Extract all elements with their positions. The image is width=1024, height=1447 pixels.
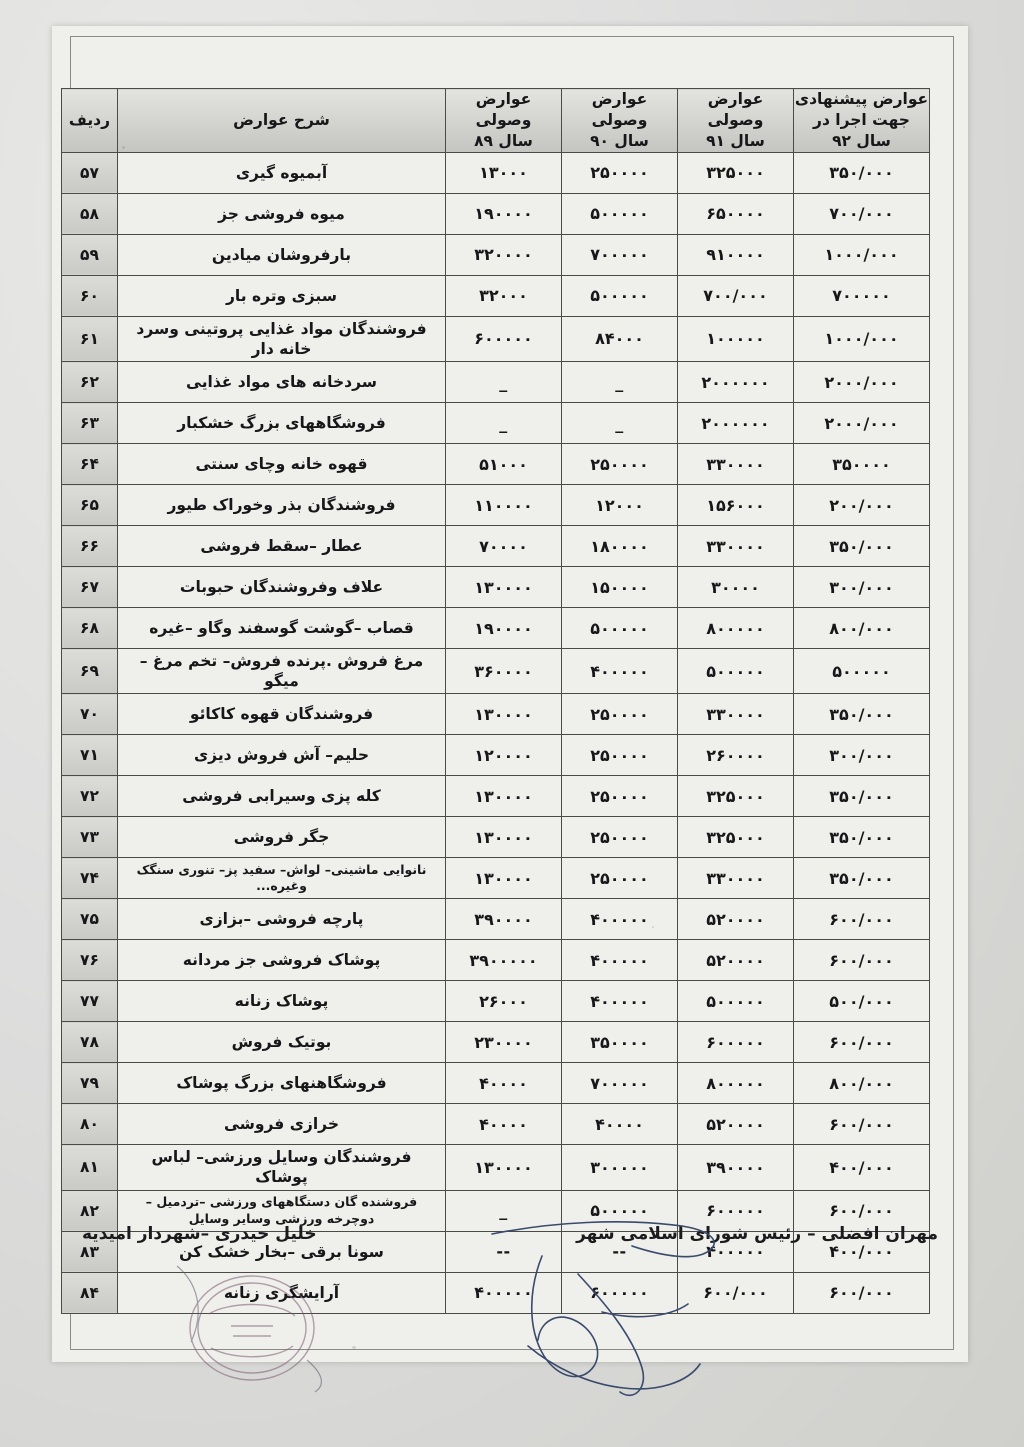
cell-fee-year90: ۲۵۰۰۰۰: [562, 444, 678, 485]
cell-fee-year91: ۵۰۰۰۰۰: [678, 981, 794, 1022]
header-line-1: عوارض وصولی: [475, 90, 532, 129]
cell-description: سردخانه های مواد غذایی: [118, 362, 446, 403]
column-header-year89: [446, 89, 562, 153]
cell-row-number: ۷۹: [62, 1063, 118, 1104]
table-row: [62, 1022, 930, 1063]
cell-fee-year91: ۶۰۰۰۰۰: [678, 1022, 794, 1063]
table-row: [62, 817, 930, 858]
cell-proposed-fee: ۳۵۰/۰۰۰: [794, 817, 930, 858]
cell-row-number: ۷۴: [62, 858, 118, 899]
cell-proposed-fee: ۲۰۰۰/۰۰۰: [794, 362, 930, 403]
cell-fee-year90: ۱۸۰۰۰۰: [562, 526, 678, 567]
cell-proposed-fee: ۳۵۰۰۰۰: [794, 444, 930, 485]
cell-description: آبمیوه گیری: [118, 152, 446, 193]
cell-proposed-fee: ۳۰۰/۰۰۰: [794, 567, 930, 608]
cell-row-number: ۸۱: [62, 1145, 118, 1190]
cell-fee-year89: ۱۲۰۰۰۰: [446, 735, 562, 776]
column-header-proposed: [794, 89, 930, 153]
cell-fee-year91: ۵۲۰۰۰۰: [678, 1104, 794, 1145]
cell-fee-year90: _: [562, 403, 678, 444]
cell-proposed-fee: ۳۵۰/۰۰۰: [794, 858, 930, 899]
cell-row-number: ۶۲: [62, 362, 118, 403]
cell-proposed-fee: ۴۰۰/۰۰۰: [794, 1145, 930, 1190]
cell-row-number: ۵۷: [62, 152, 118, 193]
cell-fee-year90: ۸۴۰۰۰: [562, 316, 678, 361]
table-row: [62, 567, 930, 608]
cell-proposed-fee: ۷۰۰۰۰۰: [794, 275, 930, 316]
table-body: [62, 152, 930, 1313]
header-row: [62, 89, 930, 153]
column-header-description: [118, 89, 446, 153]
cell-fee-year90: ۱۵۰۰۰۰: [562, 567, 678, 608]
cell-description: فروشندگان وسایل ورزشی– لباس پوشاک: [118, 1145, 446, 1190]
cell-description: آرایشگری زنانه: [118, 1272, 446, 1313]
header-line-1: شرح عوارض: [233, 110, 330, 129]
cell-row-number: ۶۴: [62, 444, 118, 485]
cell-fee-year89: ۳۹۰۰۰۰۰: [446, 940, 562, 981]
cell-fee-year90: ۵۰۰۰۰۰: [562, 275, 678, 316]
cell-fee-year89: ۱۱۰۰۰۰: [446, 485, 562, 526]
cell-fee-year91: ۸۰۰۰۰۰: [678, 1063, 794, 1104]
cell-fee-year90: ۱۲۰۰۰: [562, 485, 678, 526]
cell-fee-year91: ۳۲۵۰۰۰: [678, 152, 794, 193]
cell-fee-year90: ۲۵۰۰۰۰: [562, 858, 678, 899]
cell-description: فروشندگان بذر وخوراک طیور: [118, 485, 446, 526]
cell-fee-year90: ۶۰۰۰۰۰: [562, 1272, 678, 1313]
header-line-2: جهت اجرا در سال ۹۲: [813, 110, 910, 150]
paper-sheet: [52, 26, 968, 1362]
signature-mayor: خلیل حیدری –شهردار امیدیه: [82, 1224, 317, 1244]
cell-fee-year91: ۳۲۵۰۰۰: [678, 776, 794, 817]
cell-fee-year89: _: [446, 1190, 562, 1231]
cell-fee-year89: ۵۱۰۰۰: [446, 444, 562, 485]
cell-proposed-fee: ۱۰۰۰/۰۰۰: [794, 234, 930, 275]
cell-fee-year91: ۴۰۰۰۰۰: [678, 1231, 794, 1272]
cell-fee-year89: ۷۰۰۰۰: [446, 526, 562, 567]
cell-description: فروشگاههای بزرگ خشکبار: [118, 403, 446, 444]
cell-row-number: ۷۱: [62, 735, 118, 776]
cell-row-number: ۶۶: [62, 526, 118, 567]
cell-fee-year91: ۶۰۰۰۰۰: [678, 1190, 794, 1231]
cell-row-number: ۷۶: [62, 940, 118, 981]
cell-fee-year89: ۴۰۰۰۰: [446, 1063, 562, 1104]
cell-fee-year89: ۲۶۰۰۰: [446, 981, 562, 1022]
cell-fee-year91: ۸۰۰۰۰۰: [678, 608, 794, 649]
cell-fee-year89: ۱۹۰۰۰۰: [446, 193, 562, 234]
cell-fee-year90: ۲۵۰۰۰۰: [562, 817, 678, 858]
table-row: [62, 1104, 930, 1145]
cell-fee-year89: ۳۶۰۰۰۰: [446, 649, 562, 694]
cell-proposed-fee: ۵۰۰/۰۰۰: [794, 981, 930, 1022]
cell-row-number: ۸۲: [62, 1190, 118, 1231]
cell-fee-year89: ۱۳۰۰۰۰: [446, 567, 562, 608]
cell-fee-year90: ۳۵۰۰۰۰: [562, 1022, 678, 1063]
table-row: [62, 193, 930, 234]
cell-fee-year90: ۷۰۰۰۰۰: [562, 234, 678, 275]
cell-description: حلیم– آش فروش دیزی: [118, 735, 446, 776]
cell-description: پوشاک زنانه: [118, 981, 446, 1022]
cell-description: سونا برقی –بخار خشک کن: [118, 1231, 446, 1272]
cell-fee-year91: ۳۳۰۰۰۰: [678, 858, 794, 899]
cell-fee-year89: ۴۰۰۰۰۰: [446, 1272, 562, 1313]
cell-proposed-fee: ۱۰۰۰/۰۰۰: [794, 316, 930, 361]
table-row: [62, 735, 930, 776]
cell-fee-year91: ۷۰۰/۰۰۰: [678, 275, 794, 316]
cell-fee-year89: ۶۰۰۰۰۰: [446, 316, 562, 361]
cell-description: علاف وفروشندگان حبوبات: [118, 567, 446, 608]
cell-fee-year90: ۵۰۰۰۰۰: [562, 193, 678, 234]
cell-fee-year91: ۲۰۰۰۰۰۰: [678, 403, 794, 444]
cell-proposed-fee: ۳۵۰/۰۰۰: [794, 526, 930, 567]
cell-description: قصاب –گوشت گوسفند وگاو –غیره: [118, 608, 446, 649]
table-header: [62, 89, 930, 153]
table-row: [62, 1063, 930, 1104]
cell-proposed-fee: ۳۵۰/۰۰۰: [794, 152, 930, 193]
cell-proposed-fee: ۸۰۰/۰۰۰: [794, 608, 930, 649]
table-row: [62, 1272, 930, 1313]
cell-fee-year91: ۲۰۰۰۰۰۰: [678, 362, 794, 403]
cell-description: سبزی وتره بار: [118, 275, 446, 316]
header-line-1: عوارض وصولی: [591, 90, 648, 129]
cell-row-number: ۷۵: [62, 899, 118, 940]
signature-council-chair: مهران افضلی – رئیس شورای اسلامی شهر: [576, 1224, 938, 1244]
cell-fee-year89: _: [446, 403, 562, 444]
cell-fee-year89: ۴۰۰۰۰: [446, 1104, 562, 1145]
cell-proposed-fee: ۶۰۰/۰۰۰: [794, 940, 930, 981]
cell-row-number: ۶۷: [62, 567, 118, 608]
cell-row-number: ۷۷: [62, 981, 118, 1022]
cell-fee-year91: ۶۵۰۰۰۰: [678, 193, 794, 234]
cell-fee-year89: ۳۲۰۰۰۰: [446, 234, 562, 275]
cell-fee-year89: ۱۳۰۰۰۰: [446, 776, 562, 817]
table-row: [62, 649, 930, 694]
cell-row-number: ۷۸: [62, 1022, 118, 1063]
cell-description: قهوه خانه وچای سنتی: [118, 444, 446, 485]
cell-fee-year89: _: [446, 362, 562, 403]
cell-proposed-fee: ۲۰۰۰/۰۰۰: [794, 403, 930, 444]
header-line-1: ردیف: [68, 110, 111, 129]
header-line-1: عوارض وصولی: [707, 90, 764, 129]
cell-row-number: ۸۰: [62, 1104, 118, 1145]
cell-fee-year90: _: [562, 362, 678, 403]
column-header-year90: [562, 89, 678, 153]
cell-fee-year91: ۱۵۶۰۰۰: [678, 485, 794, 526]
cell-fee-year91: ۱۰۰۰۰۰: [678, 316, 794, 361]
cell-row-number: ۶۸: [62, 608, 118, 649]
cell-row-number: ۶۵: [62, 485, 118, 526]
cell-fee-year91: ۵۲۰۰۰۰: [678, 899, 794, 940]
cell-description: فروشندگان مواد غذایی پروتینی وسرد خانه دار: [118, 316, 446, 361]
cell-proposed-fee: ۳۵۰/۰۰۰: [794, 694, 930, 735]
cell-fee-year91: ۳۲۵۰۰۰: [678, 817, 794, 858]
cell-proposed-fee: ۳۵۰/۰۰۰: [794, 776, 930, 817]
cell-fee-year91: ۵۲۰۰۰۰: [678, 940, 794, 981]
tariff-table: [61, 88, 930, 1314]
cell-row-number: ۶۹: [62, 649, 118, 694]
cell-fee-year89: ۳۹۰۰۰۰: [446, 899, 562, 940]
cell-fee-year89: --: [446, 1231, 562, 1272]
cell-fee-year90: ۴۰۰۰۰: [562, 1104, 678, 1145]
cell-fee-year91: ۳۳۰۰۰۰: [678, 444, 794, 485]
header-line-2: سال ۹۰: [590, 131, 649, 150]
cell-description: خرازی فروشی: [118, 1104, 446, 1145]
table-row: [62, 275, 930, 316]
scan-speck: [352, 1346, 356, 1349]
table-row: [62, 940, 930, 981]
cell-fee-year89: ۱۹۰۰۰۰: [446, 608, 562, 649]
cell-fee-year89: ۱۳۰۰۰۰: [446, 858, 562, 899]
cell-proposed-fee: ۸۰۰/۰۰۰: [794, 1063, 930, 1104]
cell-description: بارفروشان میادین: [118, 234, 446, 275]
cell-row-number: ۸۳: [62, 1231, 118, 1272]
cell-fee-year91: ۶۰۰/۰۰۰: [678, 1272, 794, 1313]
table-row: [62, 981, 930, 1022]
cell-fee-year90: ۵۰۰۰۰۰: [562, 608, 678, 649]
cell-fee-year91: ۳۳۰۰۰۰: [678, 526, 794, 567]
cell-description: نانوایی ماشینی– لواش– سفید پز– تنوری سنگک وغیره...: [118, 858, 446, 899]
table-row: [62, 444, 930, 485]
table-row: [62, 316, 930, 361]
cell-row-number: ۷۰: [62, 694, 118, 735]
column-header-year91: [678, 89, 794, 153]
table-row: [62, 362, 930, 403]
cell-fee-year91: ۲۶۰۰۰۰: [678, 735, 794, 776]
cell-fee-year91: ۵۰۰۰۰۰: [678, 649, 794, 694]
cell-proposed-fee: ۶۰۰/۰۰۰: [794, 1190, 930, 1231]
cell-fee-year89: ۱۳۰۰۰۰: [446, 1145, 562, 1190]
table-row: [62, 858, 930, 899]
column-header-radif: [62, 89, 118, 153]
cell-proposed-fee: ۶۰۰/۰۰۰: [794, 1022, 930, 1063]
cell-proposed-fee: ۶۰۰/۰۰۰: [794, 1272, 930, 1313]
cell-description: پوشاک فروشی جز مردانه: [118, 940, 446, 981]
cell-row-number: ۶۳: [62, 403, 118, 444]
cell-fee-year90: ۴۰۰۰۰۰: [562, 899, 678, 940]
cell-row-number: ۷۳: [62, 817, 118, 858]
cell-row-number: ۶۱: [62, 316, 118, 361]
cell-row-number: ۷۲: [62, 776, 118, 817]
cell-fee-year91: ۳۹۰۰۰۰: [678, 1145, 794, 1190]
cell-fee-year90: ۲۵۰۰۰۰: [562, 735, 678, 776]
cell-fee-year90: --: [562, 1231, 678, 1272]
cell-proposed-fee: ۲۰۰/۰۰۰: [794, 485, 930, 526]
table-row: [62, 234, 930, 275]
cell-row-number: ۸۴: [62, 1272, 118, 1313]
cell-fee-year89: ۱۳۰۰۰: [446, 152, 562, 193]
table-row: [62, 403, 930, 444]
cell-proposed-fee: ۶۰۰/۰۰۰: [794, 1104, 930, 1145]
cell-fee-year90: ۷۰۰۰۰۰: [562, 1063, 678, 1104]
cell-fee-year90: ۴۰۰۰۰۰: [562, 940, 678, 981]
signature-block: [82, 1224, 938, 1244]
cell-fee-year89: ۱۳۰۰۰۰: [446, 817, 562, 858]
cell-description: جگر فروشی: [118, 817, 446, 858]
cell-fee-year91: ۹۱۰۰۰۰: [678, 234, 794, 275]
table-row: [62, 526, 930, 567]
cell-fee-year90: ۲۵۰۰۰۰: [562, 776, 678, 817]
cell-fee-year89: ۱۳۰۰۰۰: [446, 694, 562, 735]
cell-fee-year90: ۴۰۰۰۰۰: [562, 649, 678, 694]
header-line-2: سال ۹۱: [706, 131, 765, 150]
table-row: [62, 1145, 930, 1190]
cell-description: میوه فروشی جز: [118, 193, 446, 234]
cell-fee-year89: ۳۲۰۰۰: [446, 275, 562, 316]
cell-fee-year90: ۵۰۰۰۰۰: [562, 1190, 678, 1231]
cell-description: فروشندگان قهوه کاکائو: [118, 694, 446, 735]
cell-row-number: ۶۰: [62, 275, 118, 316]
scan-speck: [652, 926, 654, 928]
cell-description: فروشگاهنهای بزرگ پوشاک: [118, 1063, 446, 1104]
cell-description: کله پزی وسیرابی فروشی: [118, 776, 446, 817]
cell-fee-year90: ۲۵۰۰۰۰: [562, 152, 678, 193]
scan-speck: [122, 146, 125, 149]
table-row: [62, 776, 930, 817]
cell-fee-year91: ۳۳۰۰۰۰: [678, 694, 794, 735]
cell-proposed-fee: ۷۰۰/۰۰۰: [794, 193, 930, 234]
cell-proposed-fee: ۳۰۰/۰۰۰: [794, 735, 930, 776]
cell-fee-year90: ۲۵۰۰۰۰: [562, 694, 678, 735]
table-row: [62, 485, 930, 526]
tariff-table-container: [68, 88, 930, 1314]
cell-fee-year90: ۴۰۰۰۰۰: [562, 981, 678, 1022]
table-row: [62, 608, 930, 649]
cell-description: مرغ فروش .پرنده فروش– تخم مرغ –میگو: [118, 649, 446, 694]
cell-fee-year91: ۳۰۰۰۰: [678, 567, 794, 608]
header-line-1: عوارض پیشنهادی: [794, 90, 929, 108]
cell-description: پارچه فروشی –بزازی: [118, 899, 446, 940]
cell-fee-year90: ۳۰۰۰۰۰: [562, 1145, 678, 1190]
cell-row-number: ۵۸: [62, 193, 118, 234]
cell-fee-year89: ۲۳۰۰۰۰: [446, 1022, 562, 1063]
table-row: [62, 899, 930, 940]
header-line-2: سال ۸۹: [474, 131, 533, 150]
cell-proposed-fee: ۵۰۰۰۰۰: [794, 649, 930, 694]
cell-description: عطار –سقط فروشی: [118, 526, 446, 567]
table-row: [62, 694, 930, 735]
cell-proposed-fee: ۶۰۰/۰۰۰: [794, 899, 930, 940]
table-row: [62, 152, 930, 193]
cell-description: بوتیک فروش: [118, 1022, 446, 1063]
cell-proposed-fee: ۴۰۰/۰۰۰: [794, 1231, 930, 1272]
cell-description: فروشنده گان دستگاههای ورزشی –تردمیل –دوچرخه ورزشی وسایر وسایل: [118, 1190, 446, 1231]
cell-row-number: ۵۹: [62, 234, 118, 275]
